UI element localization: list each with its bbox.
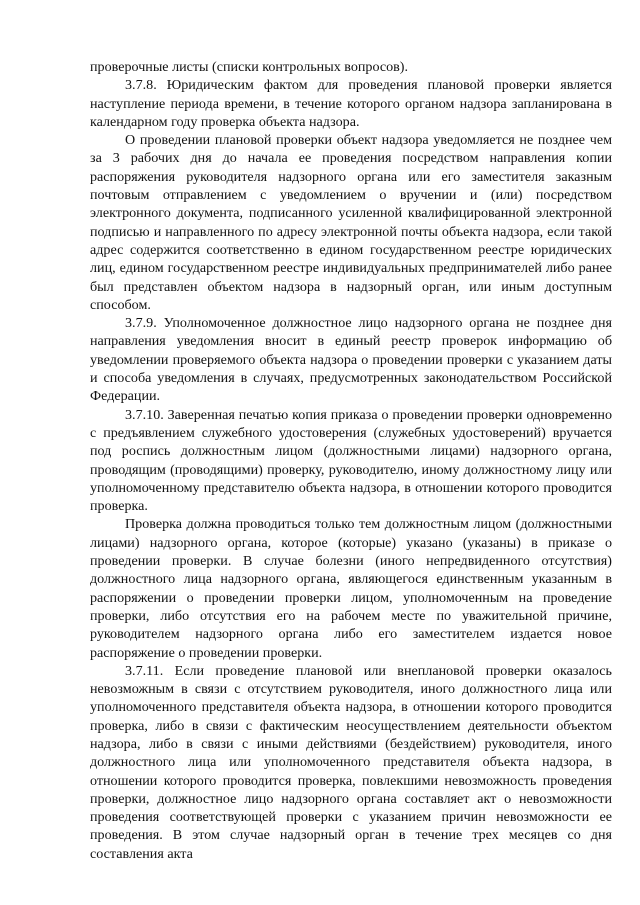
paragraph-inspection-officials: Проверка должна проводиться только тем должностным лицом (должностными лицами) надзорного органа, которое (которые) указано (указаны) в приказе о проведении проверки. В случае болезни (иного непредвиденного отсутствия) должностного лица надзорного органа, являющегося единственным указанным в распоряжении о проведении проверки лицом, уполномоченным на проведение проверки, либо отсутствия его на рабочем месте по уважительной причине, руководителем надзорного органа либо его заместителем издается новое распоряжение о проведении проверки.	[90, 516, 612, 661]
paragraph-3-7-9: 3.7.9. Уполномоченное должностное лицо надзорного органа не позднее дня направления уведомления вносит в единый реестр проверок информацию об уведомлении проверяемого объекта надзора о проведении проверки с указанием даты и способа уведомления в случаях, предусмотренных законодательством Российской Федерации.	[90, 315, 612, 405]
paragraph-3-7-11: 3.7.11. Если проведение плановой или внеплановой проверки оказалось невозможным в связи с отсутствием руководителя, иного должностного лица или уполномоченного представителя объекта надзора, в отношении которого проводится проверка, либо в связи с фактическим неосуществлением деятельности объектом надзора, либо в связи с иными действиями (бездействием) руководителя, иного должностного лица или уполномоченного представителя объекта надзора, в отношении которого проводится проверка, повлекшими невозможность проведения проверки, должностное лицо надзорного органа составляет акт о невозможности проведения соответствующей проверки с указанием причин невозможности ее проведения. В этом случае надзорный орган в течение трех месяцев со дня составления акта	[90, 662, 612, 862]
paragraph-continuation: проверочные листы (списки контрольных вопросов).	[90, 59, 409, 75]
paragraph-3-7-8: 3.7.8. Юридическим фактом для проведения плановой проверки является наступление периода времени, в течение которого органом надзора запланирована в календарном году проверка объекта надзора.	[90, 77, 612, 130]
document-page	[90, 58, 612, 863]
paragraph-3-7-10: 3.7.10. Заверенная печатью копия приказа о проведении проверки одновременно с предъявлением служебного удостоверения (служебных удостоверений) вручается под роспись должностным лицом (должностными лицами) надзорного органа, проводящим (проводящими) проверку, руководителю, иному должностному лицу или уполномоченному представителю объекта надзора, в отношении которого проводится проверка.	[90, 406, 612, 515]
paragraph-notification: О проведении плановой проверки объект надзора уведомляется не позднее чем за 3 рабочих дня до начала ее проведения посредством направления копии распоряжения руководителя надзорного органа или его заместителя заказным почтовым отправлением с уведомлением о вручении и (или) посредством электронного документа, подписанного усиленной квалифицированной электронной подписью и направленного по адресу электронной почты объекта надзора, если такой адрес содержится соответственно в едином государственном реестре юридических лиц, едином государственном реестре индивидуальных предпринимателей либо ранее был представлен объектом надзора в надзорный орган, или иным доступным способом.	[90, 132, 612, 313]
